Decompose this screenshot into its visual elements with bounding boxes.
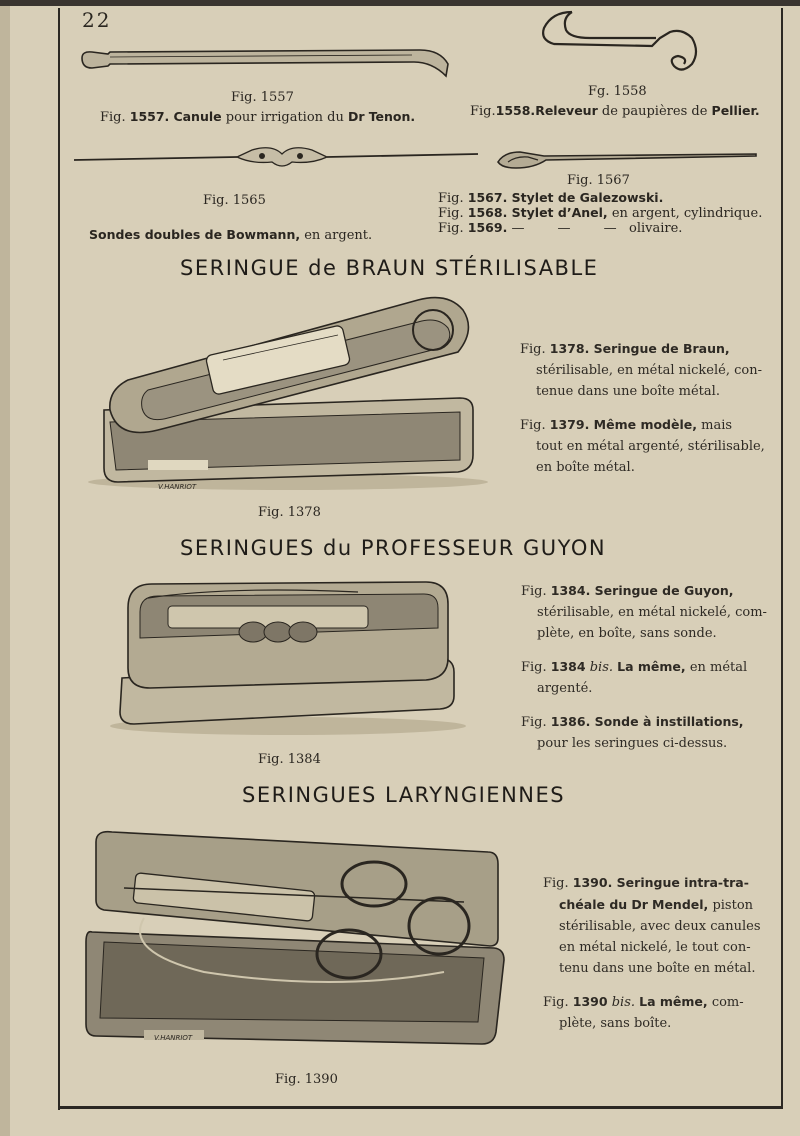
fig-1378-line3: tenue dans une boîte métal. <box>536 384 720 399</box>
fig-1390-bis-suffix: bis. <box>611 995 636 1010</box>
fig-1379-prefix: Fig. <box>520 418 546 433</box>
fig-1557-text: pour irrigation du <box>225 110 344 125</box>
fig-1558-caption <box>470 103 760 119</box>
fig-1384-paragraph <box>521 580 776 644</box>
frame-rule-right <box>781 8 783 1108</box>
fig-1384-bis-suffix: bis. <box>589 660 614 675</box>
fig-1565-text: en argent. <box>304 228 373 243</box>
fig-1384-bis-number: 1384 <box>550 659 586 674</box>
top-edge <box>0 0 800 6</box>
fig-1379-line2: tout en métal argenté, stérilisable, <box>536 439 765 454</box>
fig-1569-dashes: — — — <box>511 221 617 236</box>
fig-1390-doctor: Dr <box>631 897 648 912</box>
fig-1384-bis-title: La même, <box>617 659 686 674</box>
guyon-syringe-illustration <box>108 578 468 738</box>
fig-1568-line <box>438 205 762 221</box>
fig-1558-text: de paupières de <box>601 104 708 119</box>
fig-1384-bis-prefix: Fig. <box>521 660 547 675</box>
fig-1390-bis-title: La même, <box>639 994 708 1009</box>
fig-1558-label: Fg. 1558 <box>588 84 647 99</box>
fig-1569-line <box>438 220 682 236</box>
fig-1384-line2: stérilisable, en métal nickelé, com- <box>537 605 767 620</box>
fig-1390-title: 1390. Seringue intra-tra- <box>572 875 749 890</box>
fig-1384-line3: plète, en boîte, sans sonde. <box>537 626 717 641</box>
fig-1386-prefix: Fig. <box>521 715 547 730</box>
fig-1384-label: Fig. 1384 <box>258 752 321 767</box>
fig-1568-title: 1568. Stylet d’Anel, <box>467 205 608 220</box>
fig-1378-label: Fig. 1378 <box>258 505 321 520</box>
stylet-galezowski-illustration <box>494 148 764 174</box>
page-edge <box>0 0 10 1136</box>
fig-1557-person: Tenon. <box>368 109 416 124</box>
fig-1390-label: Fig. 1390 <box>275 1072 338 1087</box>
laryngeal-engraver-signature: V.HANRIOT <box>154 1034 193 1042</box>
fig-1557-name: Canule <box>173 109 222 124</box>
section-title-laryngiennes: SERINGUES LARYNGIENNES <box>242 783 566 807</box>
fig-1378-line2: stérilisable, en métal nickelé, con- <box>536 363 762 378</box>
fig-1557-label: Fig. 1557 <box>231 90 294 105</box>
fig-1379-line3: en boîte métal. <box>536 460 635 475</box>
fig-1390-line5: tenu dans une boîte en métal. <box>559 961 756 976</box>
fig-1568-prefix: Fig. <box>438 206 464 221</box>
laryngeal-syringe-illustration <box>84 822 524 1052</box>
fig-1567-label: Fig. 1567 <box>567 173 630 188</box>
fig-1390-person: Mendel, <box>652 897 709 912</box>
fig-1558-person: Pellier. <box>711 103 760 118</box>
fig-1390-line2 <box>543 894 773 916</box>
fig-1379-paragraph <box>520 414 770 478</box>
fig-1567-line <box>438 190 663 206</box>
guyon-description <box>521 580 776 766</box>
fig-1378-prefix: Fig. <box>520 342 546 357</box>
fig-1390-line3: stérilisable, avec deux canules <box>559 919 761 934</box>
fig-1390-line2-bold: chéale du <box>559 897 628 912</box>
fig-1390-bis-prefix: Fig. <box>543 995 569 1010</box>
fig-1384-bis-paragraph <box>521 656 776 699</box>
section-title-braun: SERINGUE de BRAUN STÉRILISABLE <box>180 256 599 280</box>
canule-tenon-illustration <box>80 42 460 82</box>
fig-1558-name: Releveur <box>535 103 598 118</box>
fig-1569-text: olivaire. <box>629 221 683 236</box>
fig-1384-bis-line2: argenté. <box>537 681 593 696</box>
fig-1378-paragraph <box>520 338 770 402</box>
fig-1379-title: 1379. Même modèle, <box>549 417 697 432</box>
fig-1569-prefix: Fig. <box>438 221 464 236</box>
fig-1379-line1-rest: mais <box>701 418 733 433</box>
page-number: 22 <box>82 8 112 32</box>
frame-rule-bottom <box>58 1106 783 1109</box>
frame-rule-left <box>58 8 60 1110</box>
fig-1390-line4: en métal nickelé, le tout con- <box>559 940 751 955</box>
fig-1558-prefix: Fig. <box>470 104 496 119</box>
fig-1390-bis-number: 1390 <box>572 994 608 1009</box>
fig-1558-number: 1558. <box>495 103 536 118</box>
fig-1565-caption <box>89 227 372 243</box>
braun-engraver-signature: V.HANRIOT <box>158 483 197 491</box>
fig-1557-caption <box>100 109 415 125</box>
fig-1390-line2-rest: piston <box>712 898 754 913</box>
fig-1390-prefix: Fig. <box>543 876 569 891</box>
fig-1565-name: Sondes doubles de Bowmann, <box>89 227 301 242</box>
fig-1557-number: 1557. <box>129 109 170 124</box>
fig-1565-label: Fig. 1565 <box>203 193 266 208</box>
releveur-pellier-illustration <box>532 8 712 78</box>
braun-syringe-illustration <box>88 290 488 490</box>
braun-description <box>520 338 770 490</box>
sondes-bowmann-illustration <box>72 142 482 172</box>
fig-1569-title: 1569. <box>467 220 508 235</box>
fig-1390-paragraph <box>543 872 773 979</box>
fig-1378-title: 1378. Seringue de Braun, <box>549 341 730 356</box>
fig-1386-paragraph <box>521 711 776 754</box>
fig-1384-title: 1384. Seringue de Guyon, <box>550 583 734 598</box>
fig-1390-bis-rest: com- <box>711 995 744 1010</box>
fig-1557-prefix: Fig. <box>100 110 130 125</box>
fig-1567-title: 1567. Stylet de Galezowski. <box>467 190 664 205</box>
fig-1384-bis-rest: en métal <box>689 660 748 675</box>
fig-1568-text: en argent, cylindrique. <box>611 206 763 221</box>
fig-1384-prefix: Fig. <box>521 584 547 599</box>
fig-1386-title: 1386. Sonde à instillations, <box>550 714 744 729</box>
fig-1390-bis-paragraph <box>543 991 773 1034</box>
laryngeal-description <box>543 872 773 1046</box>
fig-1567-prefix: Fig. <box>438 191 464 206</box>
fig-1390-bis-line2: plète, sans boîte. <box>559 1016 672 1031</box>
fig-1386-line2: pour les seringues ci-dessus. <box>537 736 728 751</box>
section-title-guyon: SERINGUES du PROFESSEUR GUYON <box>180 536 607 560</box>
fig-1557-doctor: Dr <box>348 109 365 124</box>
